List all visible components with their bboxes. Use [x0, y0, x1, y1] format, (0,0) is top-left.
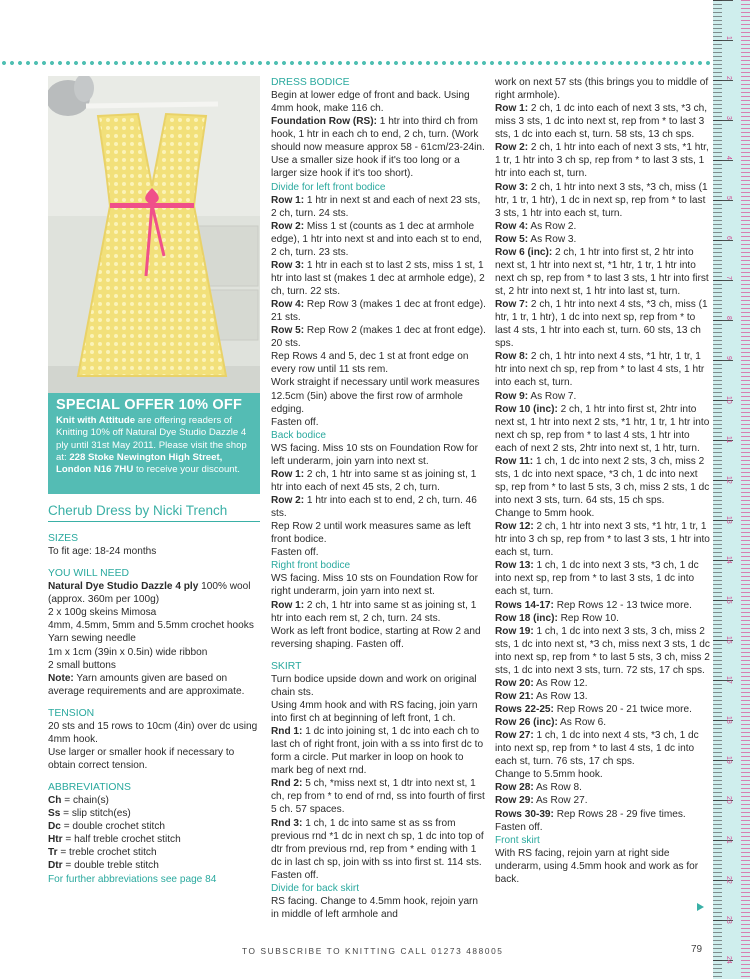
row-label: Row 7: — [495, 299, 529, 311]
row-text: As Row 27. — [533, 795, 588, 807]
row-text: Rep Rows 28 - 29 five times. — [553, 808, 686, 820]
row-label: Row 6 (inc): — [495, 246, 553, 258]
row-text: 5 ch, *miss next st, 1 dtr into next st, 1 ch, rep from * to end of rnd, ss into fourth of first 5 ch. 57 spaces. — [271, 778, 485, 816]
pattern-row — [495, 220, 710, 233]
tension-heading: TENSION — [48, 707, 95, 719]
need-item: 4mm, 4.5mm, 5mm and 5.5mm crochet hooks — [48, 620, 254, 632]
ruler-number: 19 — [725, 756, 732, 764]
abbr-def: = slip stitch(es) — [60, 808, 131, 820]
need-item: 2 small buttons — [48, 659, 116, 671]
pattern-row — [495, 102, 710, 141]
row-label: Row 2: — [271, 495, 305, 506]
need-item: Yarn sewing needle — [48, 633, 136, 645]
row-text: As Row 12. — [533, 677, 588, 689]
sizes-text: To fit age: 18-24 months — [48, 546, 157, 558]
ruler-number: 17 — [725, 676, 732, 684]
row-label: Row 11: — [495, 455, 534, 467]
row-label: Rows 14-17: — [495, 599, 554, 611]
row-label: Rnd 3: — [271, 817, 303, 829]
abbr-term: Htr — [48, 834, 63, 846]
ruler-number: 21 — [725, 836, 732, 844]
ruler-number: 3 — [725, 116, 732, 120]
pattern-row — [495, 141, 710, 180]
paragraph: Change to 5.5mm hook. — [495, 769, 603, 781]
pattern-row — [495, 403, 710, 455]
paragraph: Change to 5mm hook. — [495, 508, 595, 520]
subscribe-footer: TO SUBSCRIBE TO KNITTING CALL 01273 488005 — [242, 946, 504, 956]
pattern-row — [495, 298, 710, 350]
ruler-number: 16 — [725, 636, 732, 644]
row-text: Rep Rows 12 - 13 twice more. — [553, 599, 692, 611]
offer-text-1: are offering readers of Knitting 10% off Natural Dye Studio Dazzle 4 ply until 31st May 2011. Please visit the shop at: — [56, 415, 247, 463]
row-text: As Row 8. — [533, 782, 582, 794]
row-label: Row 1: — [271, 194, 305, 206]
ruler-number: 13 — [725, 516, 732, 524]
page-number: 79 — [691, 944, 703, 955]
pattern-row — [495, 703, 710, 716]
ruler-number: 18 — [725, 716, 732, 724]
offer-brand: Knit with Attitude — [56, 415, 136, 426]
abbr-term: Dtr — [48, 860, 63, 872]
abbreviations-heading: ABBREVIATIONS — [48, 782, 131, 794]
paragraph: Fasten off. — [495, 821, 543, 833]
pattern-row — [271, 599, 486, 625]
need-item: 2 x 100g skeins Mimosa — [48, 607, 157, 619]
row-text: 1 ch, 1 dc into next 2 sts, 3 ch, miss 2 sts, 1 dc into next space, *3 ch, 1 dc into next sp, rep from * to last 5 sts, 3 ch, miss 2 sts, 1 dc into next 3 sts, turn. 64 sts, 15 ch sps. — [495, 455, 710, 506]
section-heading: DRESS BODICE — [271, 77, 350, 88]
row-label: Row 19: — [495, 625, 534, 637]
row-label: Row 13: — [495, 560, 534, 572]
pattern-row — [495, 455, 710, 507]
ruler-number: 7 — [725, 276, 732, 280]
ruler-number: 24 — [725, 956, 732, 964]
pattern-row — [495, 520, 710, 559]
ruler-number: 12 — [725, 476, 732, 484]
offer-title: SPECIAL OFFER 10% OFF — [56, 397, 243, 413]
need-item: 1m x 1cm (39in x 0.5in) wide ribbon — [48, 646, 208, 658]
abbr-item — [48, 859, 258, 872]
abbr-def: = double treble stitch — [62, 860, 159, 872]
pattern-row — [495, 729, 710, 768]
subsection-heading: Divide for back skirt — [271, 882, 360, 894]
pattern-title: Cherub Dress by Nicki Trench — [48, 503, 228, 518]
pattern-row — [495, 559, 710, 598]
pattern-row — [271, 777, 486, 816]
row-label: Row 12: — [495, 521, 534, 533]
ruler-number: 5 — [725, 196, 732, 200]
ruler-number: 14 — [725, 556, 732, 564]
row-text: 1 htr into each st to end, 2 ch, turn. 46 sts. — [271, 495, 477, 520]
abbr-item — [48, 833, 258, 846]
paragraph: RS facing. Change to 4.5mm hook, rejoin yarn in middle of left armhole and — [271, 895, 479, 920]
spacer — [271, 651, 486, 660]
paragraph: Using 4mm hook and with RS facing, join yarn into first ch at beginning of left front, 1 ch. — [271, 699, 478, 724]
paragraph: Fasten off. — [271, 547, 319, 559]
row-label: Row 29: — [495, 795, 534, 807]
subsection-heading: Back bodice — [271, 429, 326, 441]
column-1 — [48, 532, 258, 886]
pattern-row — [495, 625, 710, 677]
row-text: Rep Rows 20 - 21 twice more. — [553, 704, 692, 715]
pattern-row — [495, 716, 710, 729]
tension-line: Use larger or smaller hook if necessary to obtain correct tension. — [48, 746, 235, 771]
ruler-number: 23 — [725, 916, 732, 924]
row-text: Rep Row 2 (makes 1 dec at front edge). 20 sts. — [271, 325, 486, 350]
abbr-item — [48, 807, 258, 820]
row-text: 1 dc into joining st, 1 dc into each ch to last ch of right front, join with a ss into first dc to form a circle. Put marker in loop on hook to mark beg of next rnd. — [271, 726, 484, 777]
row-label: Row 3: — [271, 259, 305, 271]
row-label: Row 8: — [495, 351, 529, 363]
paragraph: Turn bodice upside down and work on original chain sts. — [271, 673, 477, 698]
dress-photo — [48, 76, 260, 393]
abbr-term: Tr — [48, 847, 58, 859]
row-label: Row 1: — [271, 599, 305, 611]
ruler-number: 11 — [725, 436, 732, 444]
subsection-heading: Front skirt — [495, 834, 540, 846]
pattern-row — [271, 115, 486, 180]
paragraph: Rep Rows 4 and 5, dec 1 st at front edge on every row until 11 sts rem. — [271, 351, 469, 376]
section-heading: SKIRT — [271, 660, 302, 672]
pattern-row — [495, 612, 710, 625]
ruler-number: 8 — [725, 316, 732, 320]
pattern-row — [495, 181, 710, 220]
pattern-row — [495, 677, 710, 690]
note-text: Yarn amounts given are based on average requirements and are approximate. — [48, 672, 245, 697]
pattern-row — [495, 390, 710, 403]
continue-arrow-icon — [697, 903, 704, 911]
pattern-row — [271, 468, 486, 494]
ruler-number: 2 — [725, 76, 732, 80]
row-label: Row 5: — [271, 325, 305, 337]
row-text: 2 ch, 1 htr into first st, 2 htr into next st, 1 htr into next st, *1 htr, 1 tr, 1 htr into next ch sp, rep from * to last 3 sts, 1 htr into first st, 2 htr into next st, 1 htr into last st, turn. — [495, 246, 709, 297]
row-text: 2 ch, 1 htr into each of next 3 sts, *1 htr, 1 tr, 1 htr into 3 ch sp, rep from * to last 3 sts, 1 htr into each st, turn. — [495, 142, 709, 180]
paragraph: Fasten off. — [271, 869, 319, 881]
row-label: Row 26 (inc): — [495, 717, 558, 729]
row-text: As Row 6. — [557, 717, 607, 729]
paragraph: Begin at lower edge of front and back. Using 4mm hook, make 116 ch. — [271, 90, 470, 115]
you-will-need-heading: YOU WILL NEED — [48, 568, 130, 580]
row-label: Row 20: — [495, 677, 534, 689]
sizes-heading: SIZES — [48, 533, 79, 544]
paragraph: With RS facing, rejoin yarn at right side underarm, using 4.5mm hook and work as for back. — [495, 847, 699, 885]
offer-text-2: to receive your discount. — [133, 464, 240, 476]
paragraph: work on next 57 sts (this brings you to middle of right armhole). — [495, 77, 709, 102]
row-text: Miss 1 st (counts as 1 dec at armhole edge), 1 htr into next st and into each st to end, 2 ch, turn. 23 sts. — [271, 220, 482, 258]
pattern-row — [271, 194, 486, 220]
row-text: 1 ch, 1 dc into next 3 sts, *3 ch, 1 dc into next sp, rep from * to last 3 sts, 1 dc into each st, turn. — [495, 560, 699, 598]
row-text: 1 htr into third ch from hook, 1 htr in each ch to end, 2 ch, turn. (Work should now measure approx 58 - 61cm/23-24in. Use a smaller size hook if it's too long or a larger size hook if it's too short). — [271, 116, 485, 180]
pattern-row — [271, 817, 486, 869]
abbr-term: Ss — [48, 808, 61, 820]
row-text: 2 ch, 1 htr into next 4 sts, *1 htr, 1 tr, 1 htr into next ch sp, rep from * to last 4 sts, 1 htr into each st, turn. — [495, 351, 705, 389]
row-text: 1 htr in next st and each of next 23 sts, 2 ch, turn. 24 sts. — [271, 194, 481, 219]
ruler-number: 1 — [725, 36, 732, 40]
row-text: 1 ch, 1 dc into next 3 sts, 3 ch, miss 2 sts, 1 dc into next st, *3 ch, miss next 3 sts, 1 dc into next sp, rep from * to last 5 sts, 3 ch, miss 2 sts, 1 dc into next 3 sts, turn. 72 sts, 17 ch sps. — [495, 625, 710, 676]
pattern-row — [495, 781, 710, 794]
row-text: Rep Row 10. — [557, 612, 619, 624]
row-label: Row 3: — [495, 181, 529, 193]
row-text: As Row 3. — [528, 233, 577, 245]
ruler-number: 15 — [725, 596, 732, 604]
row-text: As Row 2. — [528, 220, 577, 232]
pattern-row — [271, 324, 486, 350]
row-label: Row 5: — [495, 233, 529, 245]
pattern-row — [495, 690, 710, 703]
title-rule — [48, 521, 260, 522]
ruler-number: 22 — [725, 876, 732, 884]
paragraph: WS facing. Miss 10 sts on Foundation Row for left underarm, join yarn into next st. — [271, 442, 479, 467]
row-label: Row 9: — [495, 390, 529, 402]
abbr-def: = half treble crochet stitch — [62, 834, 181, 846]
yarn-name: Natural Dye Studio Dazzle 4 ply — [48, 581, 199, 593]
abbr-item — [48, 820, 258, 833]
yarn-details: 100% wool (approx. 360m per 100g) — [48, 581, 251, 606]
row-label: Row 18 (inc): — [495, 612, 558, 624]
pattern-row — [495, 246, 710, 298]
pattern-row — [271, 494, 486, 520]
pattern-row — [495, 599, 710, 612]
ruler-number: 4 — [725, 156, 732, 160]
paragraph: Fasten off. — [271, 416, 319, 428]
ruler-number: 10 — [725, 396, 732, 404]
row-text: As Row 7. — [528, 390, 577, 402]
pattern-row — [495, 794, 710, 807]
pattern-row — [495, 233, 710, 246]
row-text: 2 ch, 1 htr into next 3 sts, *3 ch, miss (1 htr, 1 tr, 1 htr), 1 dc in next sp, rep from * to last 3 sts, 1 htr into each st, turn. — [495, 181, 708, 219]
row-text: 1 ch, 1 dc into next 4 sts, *3 ch, 1 dc into next sp, rep from * to last 4 sts, 1 dc into each st, turn. 76 sts, 17 ch sps. — [495, 730, 699, 768]
row-label: Row 1: — [271, 468, 305, 480]
ruler-number: 20 — [725, 796, 732, 804]
row-label: Foundation Row (RS): — [271, 116, 377, 128]
row-label: Rows 22-25: — [495, 704, 554, 715]
row-text: As Row 13. — [533, 690, 588, 702]
row-label: Row 2: — [495, 142, 529, 154]
row-label: Rows 30-39: — [495, 808, 554, 820]
row-text: Rep Row 3 (makes 1 dec at front edge). 21 sts. — [271, 299, 486, 324]
subsection-heading: Right front bodice — [271, 560, 351, 572]
abbr-item — [48, 794, 258, 807]
row-label: Row 27: — [495, 730, 534, 742]
abbr-def: = chain(s) — [61, 795, 109, 807]
row-label: Row 1: — [495, 103, 529, 115]
ruler-number: 9 — [725, 356, 732, 360]
offer-address: 228 Stoke Newington High Street, London N16 7HU — [56, 451, 223, 476]
pattern-row — [495, 350, 710, 389]
row-text: 1 htr in each st to last 2 sts, miss 1 st, 1 htr into last st (makes 1 dec at armhole edge), 2 ch, turn. 22 sts. — [271, 259, 485, 297]
measuring-tape — [713, 0, 750, 979]
row-text: 2 ch, 1 dc into each of next 3 sts, *3 ch, miss 3 sts, 1 dc into next st, rep from * to last 3 sts, 1 dc into each st, turn. 58 sts, 13 ch sps. — [495, 103, 708, 141]
yarn-line — [48, 580, 258, 606]
row-text: 2 ch, 1 htr into next 4 sts, *3 ch, miss (1 htr, 1 tr, 1 htr), 1 dc into next sp, rep from * to last 4 sts, 1 htr into each st, turn. 60 sts, 13 ch sps. — [495, 299, 708, 350]
column-3 — [495, 76, 710, 886]
row-label: Rnd 1: — [271, 726, 303, 738]
ruler-number: 6 — [725, 236, 732, 240]
dotted-divider — [0, 59, 712, 67]
row-label: Row 4: — [271, 299, 305, 311]
pattern-row — [271, 220, 486, 259]
paragraph: Work as left front bodice, starting at Row 2 and reversing shaping. Fasten off. — [271, 625, 481, 650]
further-abbreviations-link[interactable]: For further abbreviations see page 84 — [48, 873, 217, 885]
row-text: 1 ch, 1 dc into same st as ss from previous rnd *1 dc in next ch sp, 1 dc into top of dtr from previous rnd, rep from * ending with 1 dc in last ch sp, join with ss into first st. 114 sts. — [271, 817, 484, 868]
abbr-def: = double crochet stitch — [60, 821, 165, 833]
abbr-term: Ch — [48, 795, 62, 807]
abbr-def: = treble crochet stitch — [57, 847, 157, 859]
abbr-term: Dc — [48, 821, 61, 833]
tension-line: 20 sts and 15 rows to 10cm (4in) over dc using 4mm hook. — [48, 720, 258, 745]
row-label: Row 10 (inc): — [495, 403, 558, 415]
row-text: 2 ch, 1 htr into same st as joining st, 1 htr into each rem st, 2 ch, turn. 24 sts. — [271, 599, 477, 624]
row-label: Rnd 2: — [271, 778, 303, 790]
abbr-item — [48, 846, 258, 859]
row-label: Row 2: — [271, 220, 305, 232]
note — [48, 672, 258, 698]
column-2 — [271, 76, 486, 921]
pattern-row — [271, 259, 486, 298]
row-label: Row 28: — [495, 782, 534, 794]
row-label: Row 21: — [495, 690, 534, 702]
pattern-row — [495, 808, 710, 821]
row-text: 2 ch, 1 htr into next 3 sts, *1 htr, 1 tr, 1 htr into 3 ch sp, rep from * to last 3 sts, 1 htr into each st, turn. — [495, 521, 710, 559]
subsection-heading: Divide for left front bodice — [271, 181, 386, 193]
pattern-row — [271, 298, 486, 324]
paragraph: Rep Row 2 until work measures same as left front bodice. — [271, 521, 471, 546]
row-text: 2 ch, 1 htr into first st, 2htr into next st, 1 htr into next 2 sts, *1 htr, 1 tr, 1 htr into next ch sp, rep from * to last 4 sts, 1 htr into each of next 2 sts, 2htr into next st, 1 htr, turn. — [495, 403, 710, 454]
special-offer-box — [48, 393, 260, 494]
row-label: Row 4: — [495, 220, 529, 232]
pattern-row — [271, 725, 486, 777]
paragraph: Work straight if necessary until work measures 12.5cm (5in) above the first row of armhole edging. — [271, 377, 480, 415]
offer-text — [56, 415, 252, 476]
note-label: Note: — [48, 672, 74, 684]
row-text: 2 ch, 1 htr into same st as joining st, 1 htr into each of next 45 sts, 2 ch, turn. — [271, 468, 477, 493]
paragraph: WS facing. Miss 10 sts on Foundation Row for right underarm, join yarn into next st. — [271, 573, 479, 598]
